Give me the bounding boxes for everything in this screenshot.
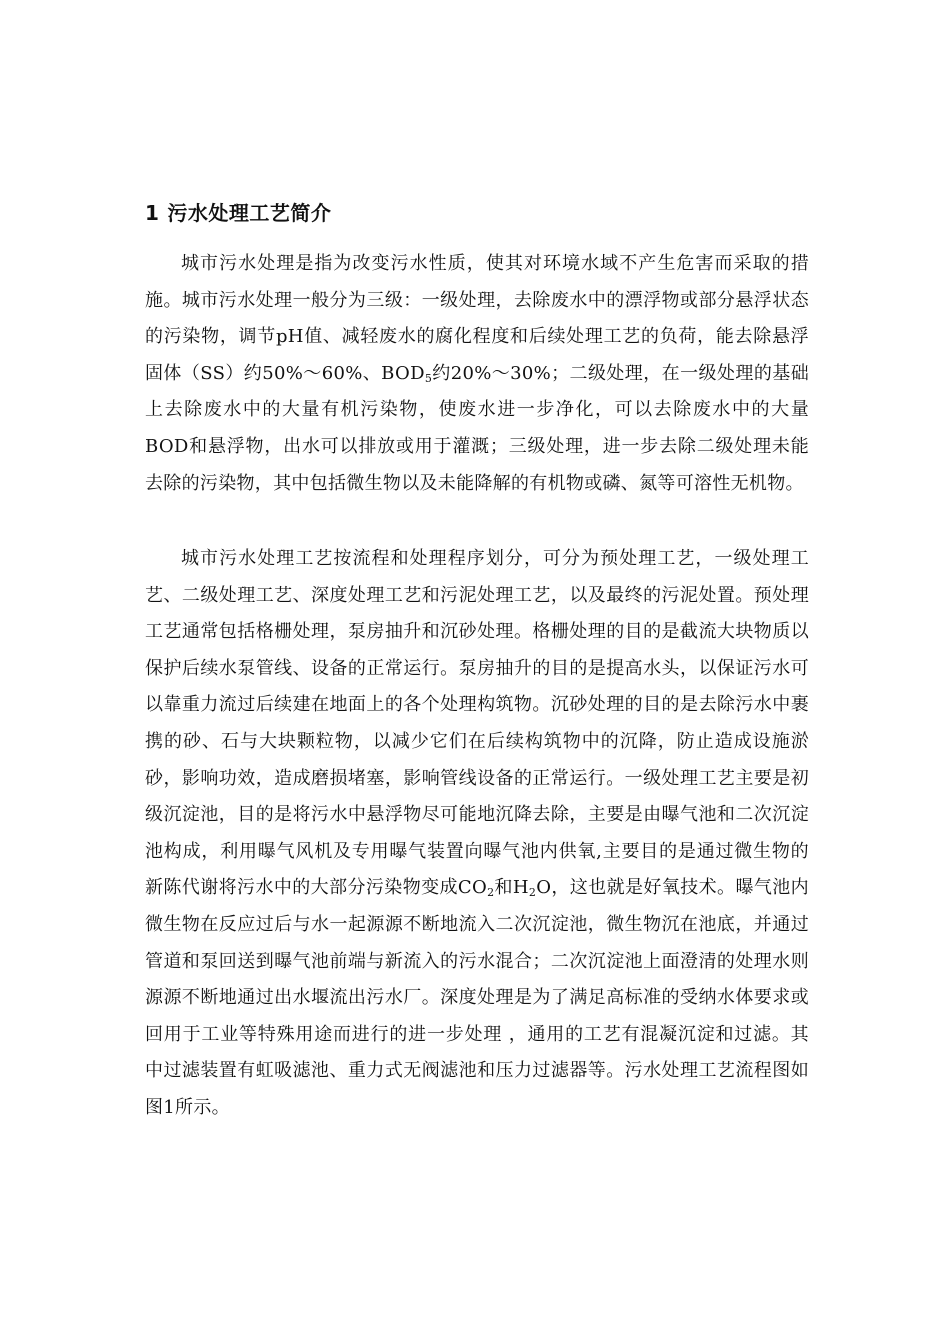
- paragraph-text: O，这也就是好氧技术。曝气池内微生物在反应过后与水一起源源不断地流入二次沉淀池，微生物沉在池底，并通过管道和泵回送到曝气池前端与新流入的污水混合；二次沉淀池上面澄清的处理水则源源不断地通过出水堰流出污水厂。深度处理是为了满足高标准的受纳水体要求或回用于工业等特殊用途而进行的进一步处理 ，通用的工艺有混凝沉淀和过滤。其中过滤装置有虹吸滤池、重力式无阀滤池和压力过滤器等。污水处理工艺流程图如图1所示。: [145, 877, 809, 1118]
- paragraph-text: 城市污水处理工艺按流程和处理程序划分，可分为预处理工艺，一级处理工艺、二级处理工艺、深度处理工艺和污泥处理工艺，以及最终的污泥处置。预处理工艺通常包括格栅处理，泵房抽升和沉砂处理。格栅处理的目的是截流大块物质以保护后续水泵管线、设备的正常运行。泵房抽升的目的是提高水头，以保证污水可以靠重力流过后续建在地面上的各个处理构筑物。沉砂处理的目的是去除污水中裹携的砂、石与大块颗粒物，以减少它们在后续构筑物中的沉降，防止造成设施淤砂，影响功效，造成磨损堵塞，影响管线设备的正常运行。一级处理工艺主要是初级沉淀池，目的是将污水中悬浮物尽可能地沉降去除，主要是由曝气池和二次沉淀池构成，利用曝气风机及专用曝气装置向曝气池内供氧,主要目的是通过微生物的新陈代谢将污水中的大部分污染物变成CO: [145, 548, 809, 899]
- section-heading: [145, 198, 331, 228]
- paragraph-text: 和H: [494, 877, 529, 899]
- subscript: 2: [487, 886, 495, 900]
- paragraph-treatment-levels: [145, 246, 809, 502]
- subscript: 2: [528, 886, 537, 900]
- paragraph-process-flow: [145, 541, 809, 1127]
- section-title: 污水处理工艺简介: [167, 201, 332, 225]
- subscript: 5: [424, 371, 433, 385]
- paragraph-text: 约20%～30%；二级处理，在一级处理的基础上去除废水中的大量有机污染物，使废水进一步净化，可以去除废水中的大量BOD和悬浮物，出水可以排放或用于灌溉；三级处理，进一步去除二级处理未能去除的污染物，其中包括微生物以及未能降解的有机物或磷、氮等可溶性无机物。: [145, 362, 809, 494]
- paragraph-text: 城市污水处理是指为改变污水性质，使其对环境水域不产生危害而采取的措施。城市污水处理一般分为三级：一级处理，去除废水中的漂浮物或部分悬浮状态的污染物，调节pH值、减轻废水的腐化程度和后续处理工艺的负荷，能去除悬浮固体（SS）约50%～60%、BOD: [145, 253, 809, 384]
- section-number: 1: [145, 201, 160, 225]
